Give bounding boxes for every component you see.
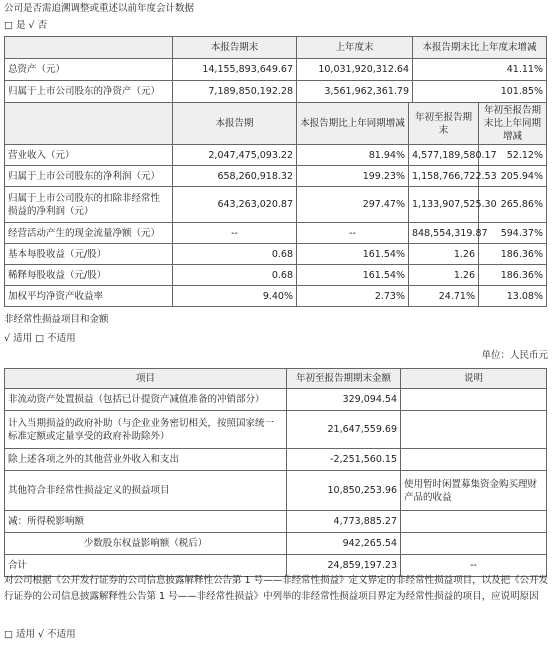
table-row [5, 166, 547, 187]
table-cell [401, 449, 547, 471]
table-cell: 643,263,020.87 [173, 187, 297, 223]
row-label: 稀释每股收益（元/股） [5, 265, 173, 286]
table-cell: 10,850,253.96 [287, 471, 401, 511]
table-cell: 41.11% [413, 59, 547, 81]
table-cell: 0.68 [173, 244, 297, 265]
footnote: 对公司根据《公开发行证券的公司信息披露解释性公告第 1 号——非经常性损益》定义界定的非经常性损益项目，以及把《公开发行证券的公司信息披露解释性公告第 1 号——非经常性损益》中列举的非经常性损益项目界定为经常性损益的项目，应说明原因 [4, 575, 549, 602]
table-cell: 21,647,559.69 [287, 411, 401, 449]
header-cell: 说明 [401, 369, 547, 389]
table-cell: 205.94% [479, 166, 547, 187]
performance-table [4, 102, 547, 307]
row-label: 加权平均净资产收益率 [5, 286, 173, 307]
table-row [5, 145, 547, 166]
table-header-row [5, 369, 547, 389]
table-cell: 329,094.54 [287, 389, 401, 411]
row-label: 合计 [5, 555, 287, 577]
retro-answer: □ 是 √ 否 [4, 20, 48, 31]
header-cell: 年初至报告期末 [409, 103, 479, 145]
row-label: 归属于上市公司股东的扣除非经常性损益的净利润（元） [5, 187, 173, 223]
table-cell: 1.26 [409, 244, 479, 265]
table-cell: 13.08% [479, 286, 547, 307]
retro-question: 公司是否需追溯调整或重述以前年度会计数据 [4, 3, 195, 14]
table-cell: 101.85% [413, 81, 547, 103]
table-cell [401, 533, 547, 555]
table-cell: 24.71% [409, 286, 479, 307]
table-cell: 658,260,918.32 [173, 166, 297, 187]
table-row [5, 286, 547, 307]
table-cell: 161.54% [297, 265, 409, 286]
table-row [5, 411, 547, 449]
row-label: 非流动资产处置损益（包括已计提资产减值准备的冲销部分） [5, 389, 287, 411]
table-row [5, 511, 547, 533]
balance-table [4, 36, 547, 103]
table-cell: 1,133,907,525.30 [409, 187, 479, 223]
table-cell [401, 389, 547, 411]
table-cell: 186.36% [479, 244, 547, 265]
table-cell: 14,155,893,649.67 [173, 59, 297, 81]
unit-label: 单位：人民币元 [481, 350, 548, 361]
header-cell: 年初至报告期末比上年同期增减 [479, 103, 547, 145]
header-cell: 本报告期末 [173, 37, 297, 59]
table-cell: 3,561,962,361.79 [297, 81, 413, 103]
row-label: 减：所得税影响额 [5, 511, 287, 533]
header-cell [5, 37, 173, 59]
table-cell: 2.73% [297, 286, 409, 307]
nonrecurring-table [4, 368, 547, 577]
table-cell: -2,251,560.15 [287, 449, 401, 471]
table-row [5, 81, 547, 103]
table-cell: 10,031,920,312.64 [297, 59, 413, 81]
table-row [5, 223, 547, 244]
table-row [5, 265, 547, 286]
table-cell: 186.36% [479, 265, 547, 286]
table-row [5, 187, 547, 223]
table-cell: 265.86% [479, 187, 547, 223]
table-cell: 24,859,197.23 [287, 555, 401, 577]
header-cell: 本报告期末比上年度末增减 [413, 37, 547, 59]
table-cell: 0.68 [173, 265, 297, 286]
table-row [5, 471, 547, 511]
table-cell: 2,047,475,093.22 [173, 145, 297, 166]
table-cell: 161.54% [297, 244, 409, 265]
table-cell: 199.23% [297, 166, 409, 187]
table-cell: 9.40% [173, 286, 297, 307]
table-row [5, 389, 547, 411]
table-cell: 848,554,319.87 [409, 223, 479, 244]
table-cell: -- [173, 223, 297, 244]
table-cell: -- [401, 555, 547, 577]
table-header-row [5, 103, 547, 145]
table-cell: 4,773,885.27 [287, 511, 401, 533]
table-cell: 942,265.54 [287, 533, 401, 555]
row-label: 归属于上市公司股东的净资产（元） [5, 81, 173, 103]
row-label: 计入当期损益的政府补助（与企业业务密切相关，按照国家统一标准定额或定量享受的政府补助除外） [5, 411, 287, 449]
nonrecurring-title: 非经常性损益项目和金额 [4, 314, 109, 325]
row-label: 其他符合非经常性损益定义的损益项目 [5, 471, 287, 511]
table-cell: -- [297, 223, 409, 244]
row-label: 除上述各项之外的其他营业外收入和支出 [5, 449, 287, 471]
table-cell: 1,158,766,722.53 [409, 166, 479, 187]
table-cell: 1.26 [409, 265, 479, 286]
table-cell [401, 411, 547, 449]
row-label: 经营活动产生的现金流量净额（元） [5, 223, 173, 244]
header-cell [5, 103, 173, 145]
row-label: 归属于上市公司股东的净利润（元） [5, 166, 173, 187]
row-label: 少数股东权益影响额（税后） [5, 533, 287, 555]
table-header-row [5, 37, 547, 59]
header-cell: 项目 [5, 369, 287, 389]
table-cell: 52.12% [479, 145, 547, 166]
table-cell [401, 511, 547, 533]
table-row [5, 244, 547, 265]
header-cell: 上年度末 [297, 37, 413, 59]
table-row [5, 59, 547, 81]
header-cell: 本报告期 [173, 103, 297, 145]
table-row [5, 533, 547, 555]
header-cell: 年初至报告期期末金额 [287, 369, 401, 389]
table-row [5, 449, 547, 471]
table-cell: 81.94% [297, 145, 409, 166]
table-cell: 使用暂时闲置募集资金购买理财产品的收益 [401, 471, 547, 511]
table-cell: 594.37% [479, 223, 547, 244]
header-cell: 本报告期比上年同期增减 [297, 103, 409, 145]
row-label: 营业收入（元） [5, 145, 173, 166]
table-cell: 7,189,850,192.28 [173, 81, 297, 103]
nonrecurring-applicable: √ 适用 □ 不适用 [4, 333, 76, 344]
table-cell: 297.47% [297, 187, 409, 223]
row-label: 总资产（元） [5, 59, 173, 81]
table-cell: 4,577,189,580.17 [409, 145, 479, 166]
row-label: 基本每股收益（元/股） [5, 244, 173, 265]
footnote-applicable: □ 适用 √ 不适用 [4, 629, 76, 640]
